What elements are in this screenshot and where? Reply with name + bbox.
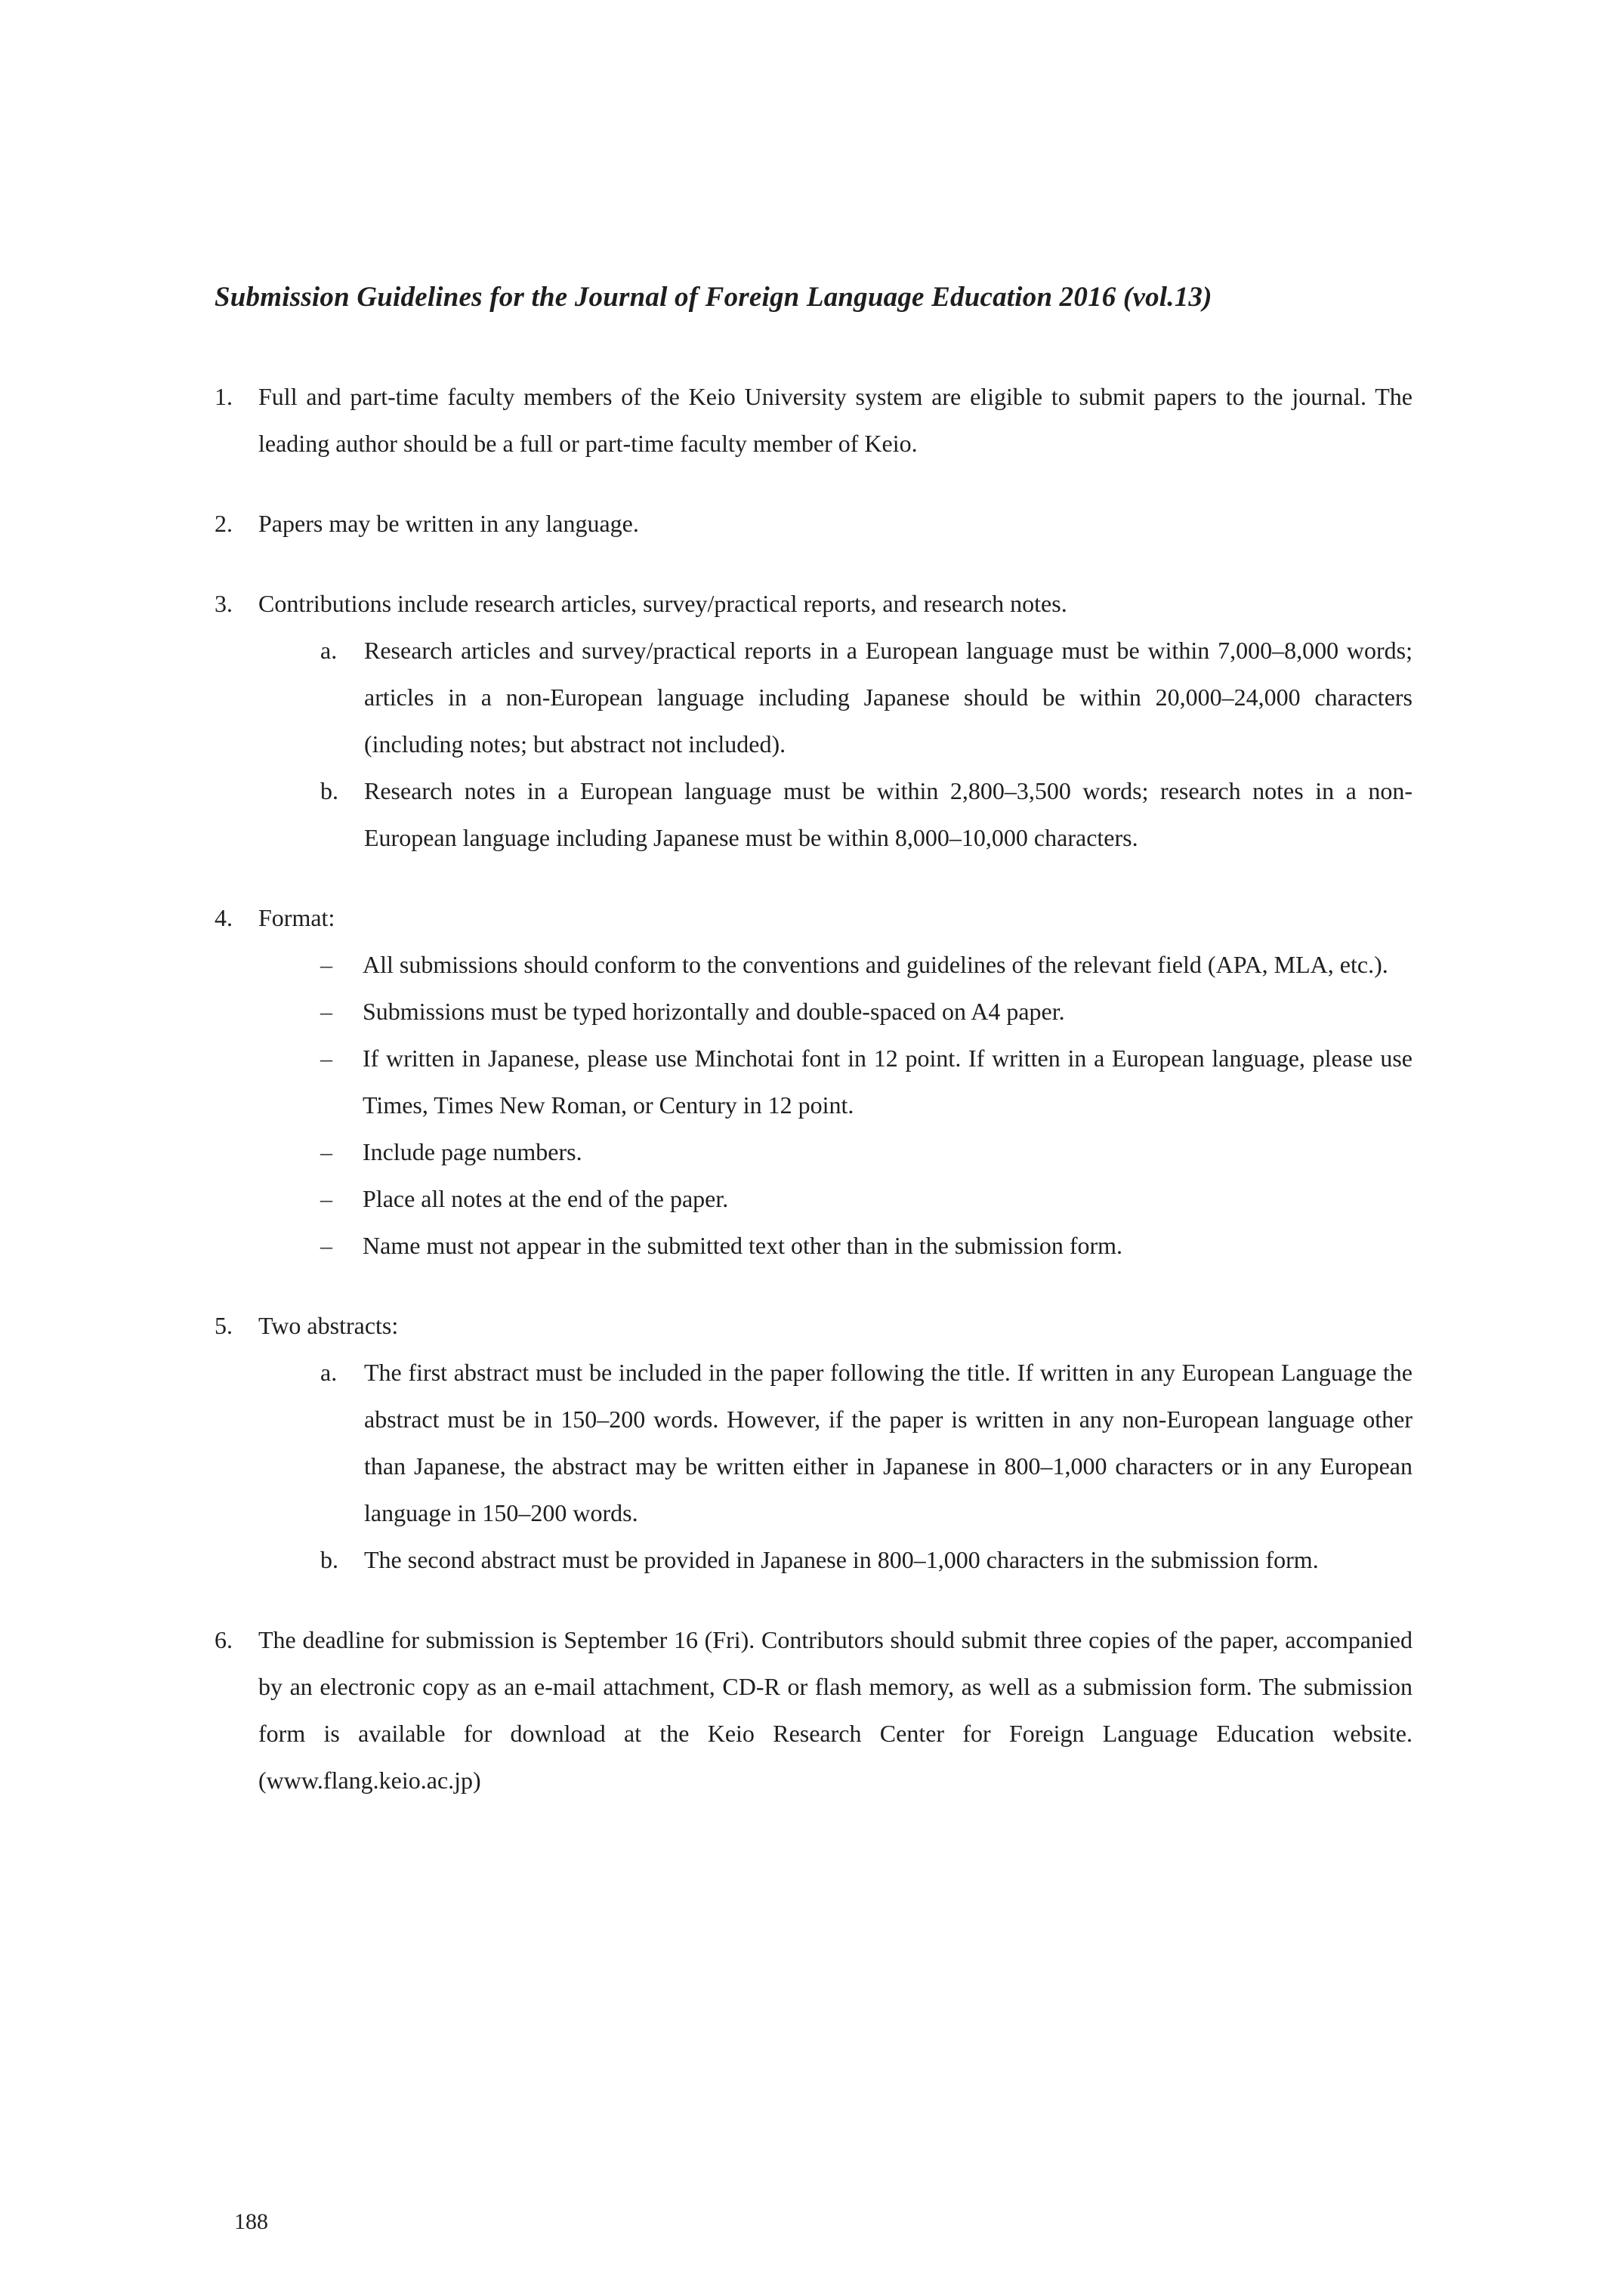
sub-item: [320, 988, 1413, 1035]
sub-item-text: Name must not appear in the submitted text other than in the submission form.: [363, 1232, 1123, 1260]
sub-item-label: –: [320, 1138, 332, 1166]
sub-item: [320, 941, 1413, 988]
item-number: 4.: [215, 904, 233, 932]
guideline-item: [215, 1302, 1413, 1583]
sub-list: [320, 627, 1413, 861]
guideline-item: [215, 373, 1413, 467]
item-text: Full and part-time faculty members of the Keio University system are eligible to submit papers to the journal. The leading author should be a full or part-time faculty member of Keio.: [258, 383, 1413, 458]
item-body: [258, 894, 1413, 1269]
guideline-item: [215, 894, 1413, 1269]
sub-item: [320, 1128, 1413, 1175]
item-body: [258, 1616, 1413, 1804]
sub-item-label: –: [320, 998, 332, 1026]
sub-item-label: –: [320, 1045, 332, 1072]
sub-item-label: –: [320, 951, 332, 979]
sub-list: [320, 1349, 1413, 1583]
item-body: [258, 373, 1413, 467]
item-number: 5.: [215, 1312, 233, 1340]
sub-item: [320, 1536, 1413, 1583]
item-text: Contributions include research articles, survey/practical reports, and research notes.: [258, 590, 1067, 618]
item-number: 1.: [215, 383, 233, 411]
sub-item-text: Research notes in a European language must be within 2,800–3,500 words; research notes in a non-European language including Japanese must be within 8,000–10,000 characters.: [364, 777, 1413, 852]
document-title: Submission Guidelines for the Journal of Foreign Language Education 2016 (vol.13): [215, 282, 1212, 313]
item-text: Format:: [258, 904, 335, 932]
item-text: The deadline for submission is September 16 (Fri). Contributors should submit three copies of the paper, accompanied by an electronic copy as an e-mail attachment, CD-R or flash memory, as well as a submission form. The submission form is available for download at the Keio Research Center for Foreign Language Education website. (www.flang.keio.ac.jp): [258, 1626, 1413, 1795]
sub-item-label: a.: [320, 1359, 338, 1387]
sub-item-text: If written in Japanese, please use Minchotai font in 12 point. If written in a European language, please use Times, Times New Roman, or Century in 12 point.: [363, 1045, 1413, 1119]
guideline-item: [215, 580, 1413, 861]
guideline-item: [215, 1616, 1413, 1804]
sub-item-label: –: [320, 1232, 332, 1260]
item-body: [258, 580, 1413, 861]
sub-item-text: Include page numbers.: [363, 1138, 582, 1166]
guidelines-list: [215, 373, 1413, 1804]
sub-item-text: The first abstract must be included in the paper following the title. If written in any European Language the abstract must be in 150–200 words. However, if the paper is written in any non-European language other than Japanese, the abstract may be written either in Japanese in 800–1,000 characters or in any European language in 150–200 words.: [364, 1359, 1413, 1527]
sub-item: [320, 1035, 1413, 1128]
sub-item-label: a.: [320, 637, 338, 665]
sub-item-text: The second abstract must be provided in Japanese in 800–1,000 characters in the submission form.: [364, 1546, 1319, 1574]
item-body: [258, 500, 1413, 547]
sub-item-text: All submissions should conform to the conventions and guidelines of the relevant field (APA, MLA, etc.).: [363, 951, 1388, 979]
sub-item: [320, 1175, 1413, 1222]
sub-item: [320, 627, 1413, 767]
sub-item-text: Research articles and survey/practical reports in a European language must be within 7,000–8,000 words; articles in a non-European language including Japanese should be within 20,000–24,000 characters (including notes; but abstract not included).: [364, 637, 1413, 758]
item-text: Papers may be written in any language.: [258, 510, 639, 538]
item-number: 3.: [215, 590, 233, 618]
guideline-item: [215, 500, 1413, 547]
sub-item-text: Submissions must be typed horizontally and double-spaced on A4 paper.: [363, 998, 1065, 1026]
sub-item-label: b.: [320, 777, 338, 805]
document-content: [215, 281, 1413, 1837]
sub-item: [320, 767, 1413, 861]
sub-item-label: –: [320, 1185, 332, 1213]
sub-item: [320, 1222, 1413, 1269]
sub-list: [320, 941, 1413, 1269]
page-number: 188: [234, 2209, 268, 2234]
item-number: 6.: [215, 1626, 233, 1654]
sub-item: [320, 1349, 1413, 1536]
item-body: [258, 1302, 1413, 1583]
item-number: 2.: [215, 510, 233, 538]
sub-item-label: b.: [320, 1546, 338, 1574]
sub-item-text: Place all notes at the end of the paper.: [363, 1185, 729, 1213]
item-text: Two abstracts:: [258, 1312, 399, 1340]
